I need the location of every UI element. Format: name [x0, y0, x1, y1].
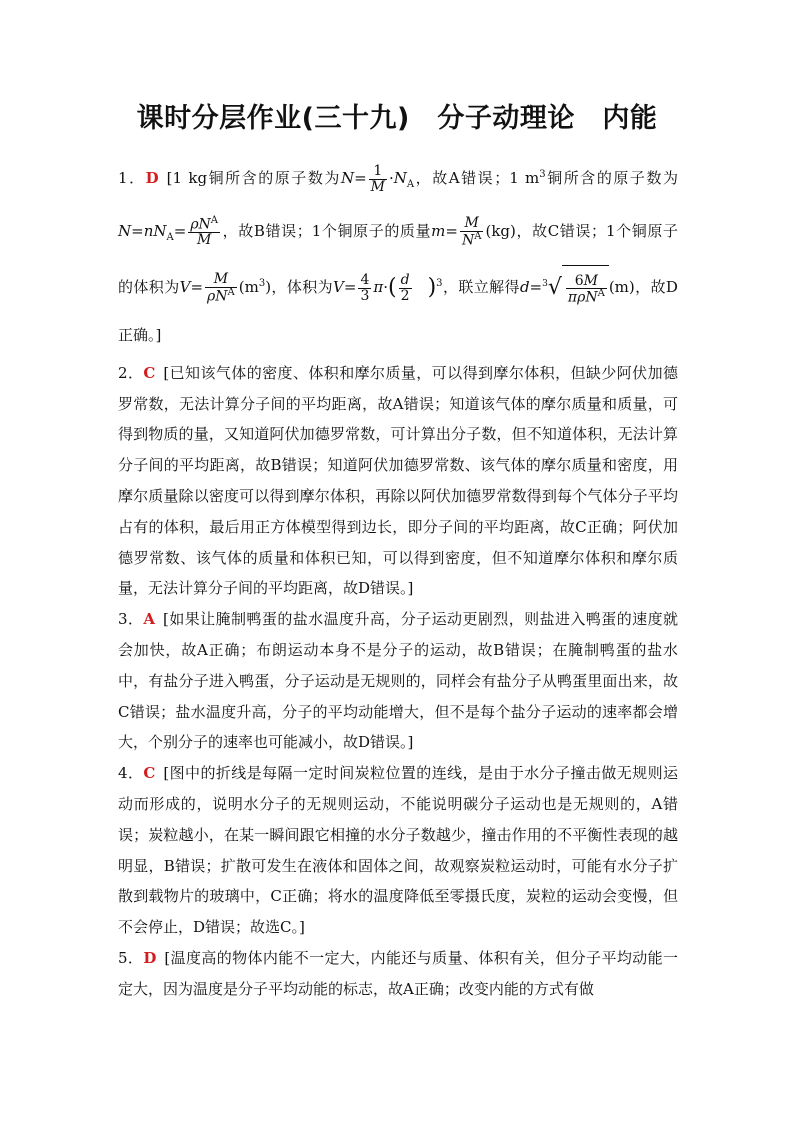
formula-fraction: $\frac{M}{N^A}$	[461, 214, 482, 249]
question-2	[118, 358, 678, 604]
question-number: 5．	[118, 948, 144, 967]
answer-letter: C	[143, 764, 156, 783]
explanation-text: [温度高的物体内能不一定大，内能还与质量、体积有关，但分子平均动能一定大，因为温度是分子平均动能的标志，故A正确；改变内能的方式有做	[118, 948, 679, 998]
explanation-text: ，联立解得	[442, 278, 520, 296]
explanation-text: [图中的折线是每隔一定时间炭粒位置的连线，是由于水分子撞击做无规则运动而形成的，说明水分子的无规则运动，不能说明碳分子运动也是无规则的，A错误；炭粒越小，在某一瞬间跟它相撞的水分子数越少，撞击作用的不平衡性表现的越明显，B错误；扩散可发生在液体和固体之间，故观察炭粒运动时，可能有水分子扩散到载物片的玻璃中，C正确；将水的温度降低至零摄氏度，炭粒的运动会变慢，但不会停止，D错误；故选C。]	[118, 764, 679, 937]
answer-letter: D	[143, 948, 157, 967]
explanation-text: )，体积为	[265, 278, 334, 296]
question-number: 3．	[118, 610, 144, 629]
question-number: 4．	[118, 764, 144, 783]
answer-letter: D	[145, 169, 159, 187]
explanation-text: [1 kg铜所含的原子数为	[166, 169, 341, 187]
question-number: 2．	[118, 363, 144, 382]
answer-content	[118, 152, 678, 1004]
page-title: 课时分层作业(三十九) 分子动理论 内能	[136, 103, 658, 134]
explanation-text: (m	[238, 278, 259, 296]
formula-fraction: $\frac{4}{3}$	[360, 271, 370, 304]
question-3	[118, 604, 678, 758]
explanation-text: [如果让腌制鸭蛋的盐水温度升高，分子运动更剧烈，则盐进入鸭蛋的速度就会加快，故A正确；布朗运动本身不是分子的运动，故B错误；在腌制鸭蛋的盐水中，有盐分子进入鸭蛋，分子运动是无规则的，同样会有盐分子从鸭蛋里面出来，故C错误；盐水温度升高，分子的平均动能增大，但不是每个盐分子运动的速率都会增大，个别分子的速率也可能减小，故D错误。]	[118, 610, 679, 752]
answer-letter: A	[143, 610, 156, 629]
formula-fraction: $\frac{M}{\rho N^A}$	[207, 270, 235, 305]
formula-fraction: $\frac{1}{M}$	[370, 162, 385, 195]
question-5	[118, 943, 678, 1005]
explanation-text: ，故A错误；1 m	[414, 169, 540, 187]
question-1: 1．D [1 kg铜所含的原子数为N= $\frac{1}{M}$ $\cdot N_A$，故A错误；1 $m^3$铜所含的原子数为$N=nN_A=$ $\frac{\rho N^A}{M}$ ，故B错误；1个铜原子的质量m= $\frac{M}{N^A}$ (kg)，故C错误；1个铜原子的体积为V= $\frac{M}{\rho N^A}$ $(m^3)$，体积为V= $\frac{4}{3}$ π·( $\frac{d}{2}$ )$^3$，联立解得d=$^3$√ $\frac{6M}{\pi\rho N^A}$ (m)，故D正确。]	[118, 162, 679, 344]
explanation-text: (m)，故D正确。]	[118, 278, 678, 344]
formula-fraction: $\frac{\rho N^A}{M}$	[190, 214, 219, 249]
explanation-text: 铜所含的原子数为	[545, 169, 679, 187]
formula-fraction: $\frac{d}{2}$	[400, 271, 410, 304]
question-4	[118, 758, 678, 943]
explanation-text: [已知该气体的密度、体积和摩尔质量，可以得到摩尔体积，但缺少阿伏加德罗常数，无法计算分子间的平均距离，故A错误；知道该气体的摩尔质量和质量，可得到物质的量，又知道阿伏加德罗常数，可计算出分子数，但不知道体积，无法计算分子间的平均距离，故B错误；知道阿伏加德罗常数、该气体的摩尔质量和密度，用摩尔质量除以密度可以得到摩尔体积，再除以阿伏加德罗常数得到每个气体分子平均占有的体积，最后用正方体模型得到边长，即分子间的平均距离，故C正确；阿伏加德罗常数、该气体的质量和体积已知，可以得到密度，但不知道摩尔体积和摩尔质量，无法计算分子间的平均距离，故D错误。]	[118, 363, 679, 598]
formula-radical: √ $\frac{6M}{\pi\rho N^A}$	[548, 264, 609, 312]
explanation-text: (kg)，故C错误；1个铜原子的体积为	[118, 222, 678, 296]
question-number: 1．	[118, 169, 146, 187]
answer-letter: C	[143, 363, 156, 382]
explanation-text: ，故B错误；1个铜原子的质量	[222, 222, 432, 240]
